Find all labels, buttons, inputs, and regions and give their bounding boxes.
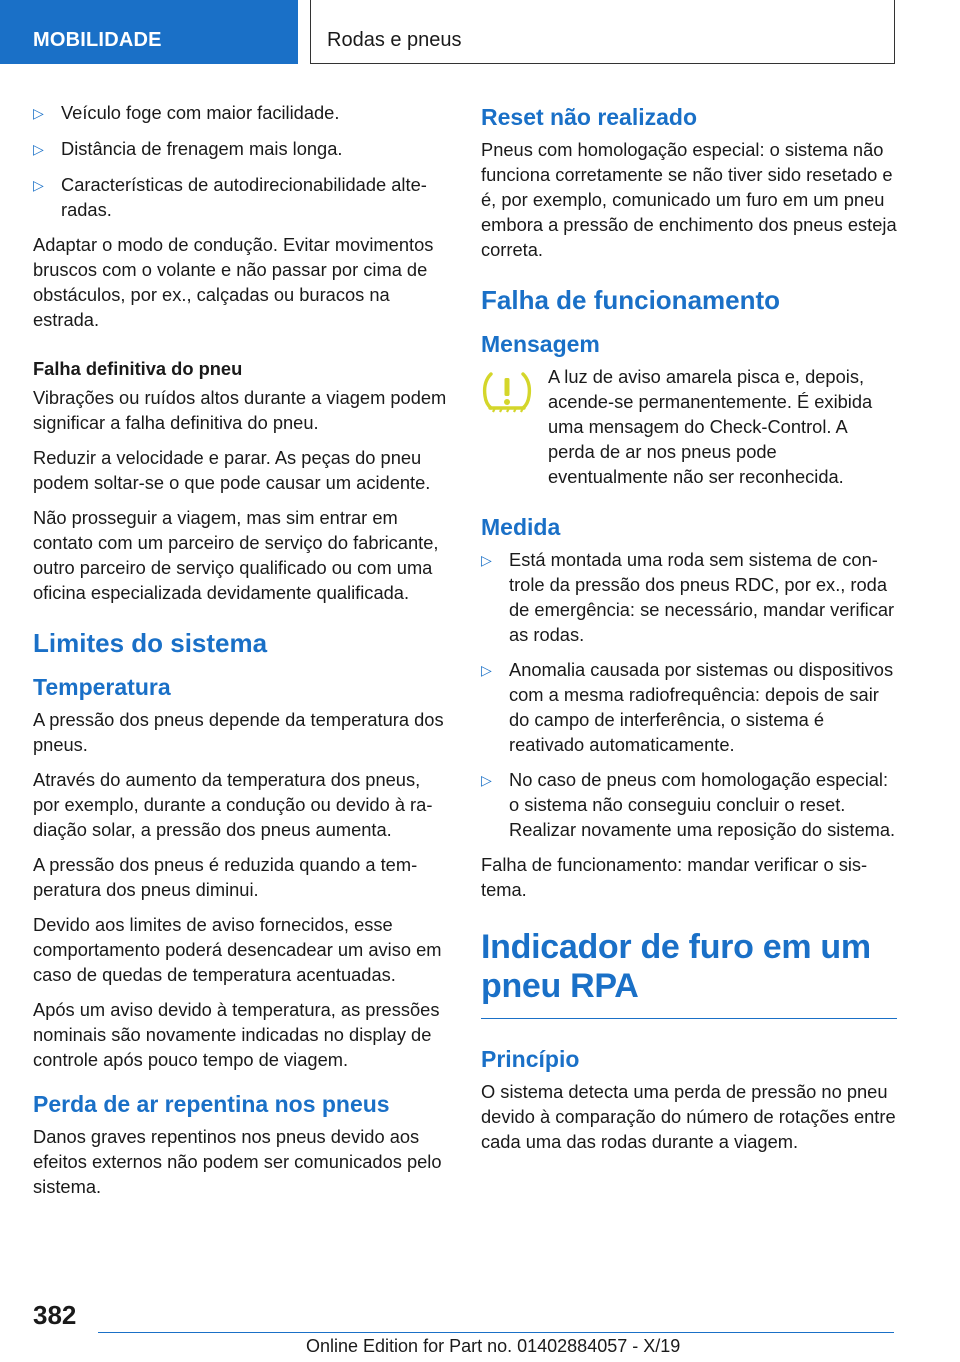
heading-limites-do-sistema: Limites do sistema xyxy=(33,628,268,658)
heading-falha-de-funcionamento: Falha de funcionamento xyxy=(481,285,781,315)
triangle-bullet-icon: ▷ xyxy=(33,105,44,121)
footer-divider xyxy=(98,1332,894,1333)
page-number: 382 xyxy=(33,1300,77,1330)
heading-perda-de-ar: Perda de ar repentina nos pneus xyxy=(33,1091,390,1117)
list-item xyxy=(33,172,451,222)
heading-medida: Medida xyxy=(481,514,561,540)
heading-reset-nao-realizado: Reset não realizado xyxy=(481,104,698,130)
paragraph: Falha de funcionamento: mandar verificar o sistema. xyxy=(481,854,868,900)
list-item-text: Veículo foge com maior facilidade. xyxy=(61,102,340,123)
triangle-bullet-icon: ▷ xyxy=(481,662,492,678)
list-item xyxy=(481,767,897,842)
list-item-text: No caso de pneus com homologação especial: o sistema não conseguiu concluir o reset. Realizar novamente uma reposição do sistema. xyxy=(509,769,896,840)
paragraph: A pressão dos pneus depende da temperatura dos pneus. xyxy=(33,709,444,755)
subheading-falha-definitiva: Falha definitiva do pneu xyxy=(33,358,243,379)
header-chapter-box xyxy=(310,0,895,64)
paragraph: A pressão dos pneus é reduzida quando a temperatura dos pneus diminui. xyxy=(33,854,418,900)
heading-principio: Princípio xyxy=(481,1046,580,1072)
heading-mensagem: Mensagem xyxy=(481,331,600,357)
list-item xyxy=(481,657,897,757)
header-chapter-label: Rodas e pneus xyxy=(327,29,462,51)
paragraph: Não prosseguir a viagem, mas sim entrar em contato com um parceiro de serviço do fabricante, outro parceiro de serviço qualificado ou com uma oficina especializada devidamente qualificada. xyxy=(33,507,439,603)
list-item-text: Distância de frenagem mais longa. xyxy=(61,138,343,159)
paragraph: Após um aviso devido à temperatura, as pressões nominais são novamente indicadas no display de controle após pouco tempo de viagem. xyxy=(33,999,440,1070)
list-item-text: Está montada uma roda sem sistema de controle da pressão dos pneus RDC, por ex., roda de emergência: se necessário, mandar verificar as rodas. xyxy=(509,549,895,645)
left-column xyxy=(33,100,451,1209)
heading-indicador-de-furo-rpa: Indicador de furo em um pneu RPA xyxy=(481,928,897,1019)
list-item-text: Características de autodirecionabilidade alteradas. xyxy=(61,174,427,220)
header-section-label: MOBILIDADE xyxy=(33,29,162,51)
list-item xyxy=(33,100,451,126)
footer-edition: Online Edition for Part no. 01402884057 - X/19 xyxy=(306,1336,681,1356)
list-item-text: Anomalia causada por sistemas ou dispositivos com a mesma radiofrequência: depois de sair do campo de interferência, o sistema é reativado automaticamente. xyxy=(509,659,894,755)
triangle-bullet-icon: ▷ xyxy=(481,772,492,788)
paragraph: Adaptar o modo de condução. Evitar movimentos bruscos com o volante e não passar por cima de obstáculos, por ex., calçadas ou buracos na estrada. xyxy=(33,234,434,330)
right-column xyxy=(481,100,897,1164)
paragraph: Reduzir a velocidade e parar. As peças do pneu podem soltar-se o que pode causar um acidente. xyxy=(33,447,431,493)
paragraph: Devido aos limites de aviso fornecidos, esse comportamento poderá desencadear um aviso em caso de quedas de temperatura acentuadas. xyxy=(33,914,442,985)
triangle-bullet-icon: ▷ xyxy=(481,552,492,568)
paragraph: Através do aumento da temperatura dos pneus, por exemplo, durante a condução ou devido à radiação solar, a pressão dos pneus aumenta. xyxy=(33,769,433,840)
list-item xyxy=(481,547,897,647)
heading-temperatura: Temperatura xyxy=(33,674,171,700)
header-section-tab xyxy=(0,0,298,64)
tire-pressure-warning-icon xyxy=(481,370,533,414)
list-item xyxy=(33,136,451,162)
triangle-bullet-icon: ▷ xyxy=(33,141,44,157)
message-block xyxy=(481,364,897,489)
paragraph: Pneus com homologação especial: o sistema não funciona corretamente se não tiver sido resetado e é, por exemplo, comunicado um furo em um pneu embora a pressão de enchimento dos pneus esteja correta. xyxy=(481,139,897,260)
triangle-bullet-icon: ▷ xyxy=(33,177,44,193)
paragraph: A luz de aviso amarela pisca e, depois, acende-se permanentemente. É exibida uma mensagem do Check-Control. A perda de ar nos pneus pode eventualmente não ser reconhecida. xyxy=(548,366,873,487)
paragraph: Danos graves repentinos nos pneus devido aos efeitos externos não podem ser comunicados pelo sistema. xyxy=(33,1126,442,1197)
paragraph: O sistema detecta uma perda de pressão no pneu devido à comparação do número de rotações entre cada uma das rodas durante a viagem. xyxy=(481,1081,896,1152)
paragraph: Vibrações ou ruídos altos durante a viagem podem significar a falha definitiva do pneu. xyxy=(33,387,447,433)
